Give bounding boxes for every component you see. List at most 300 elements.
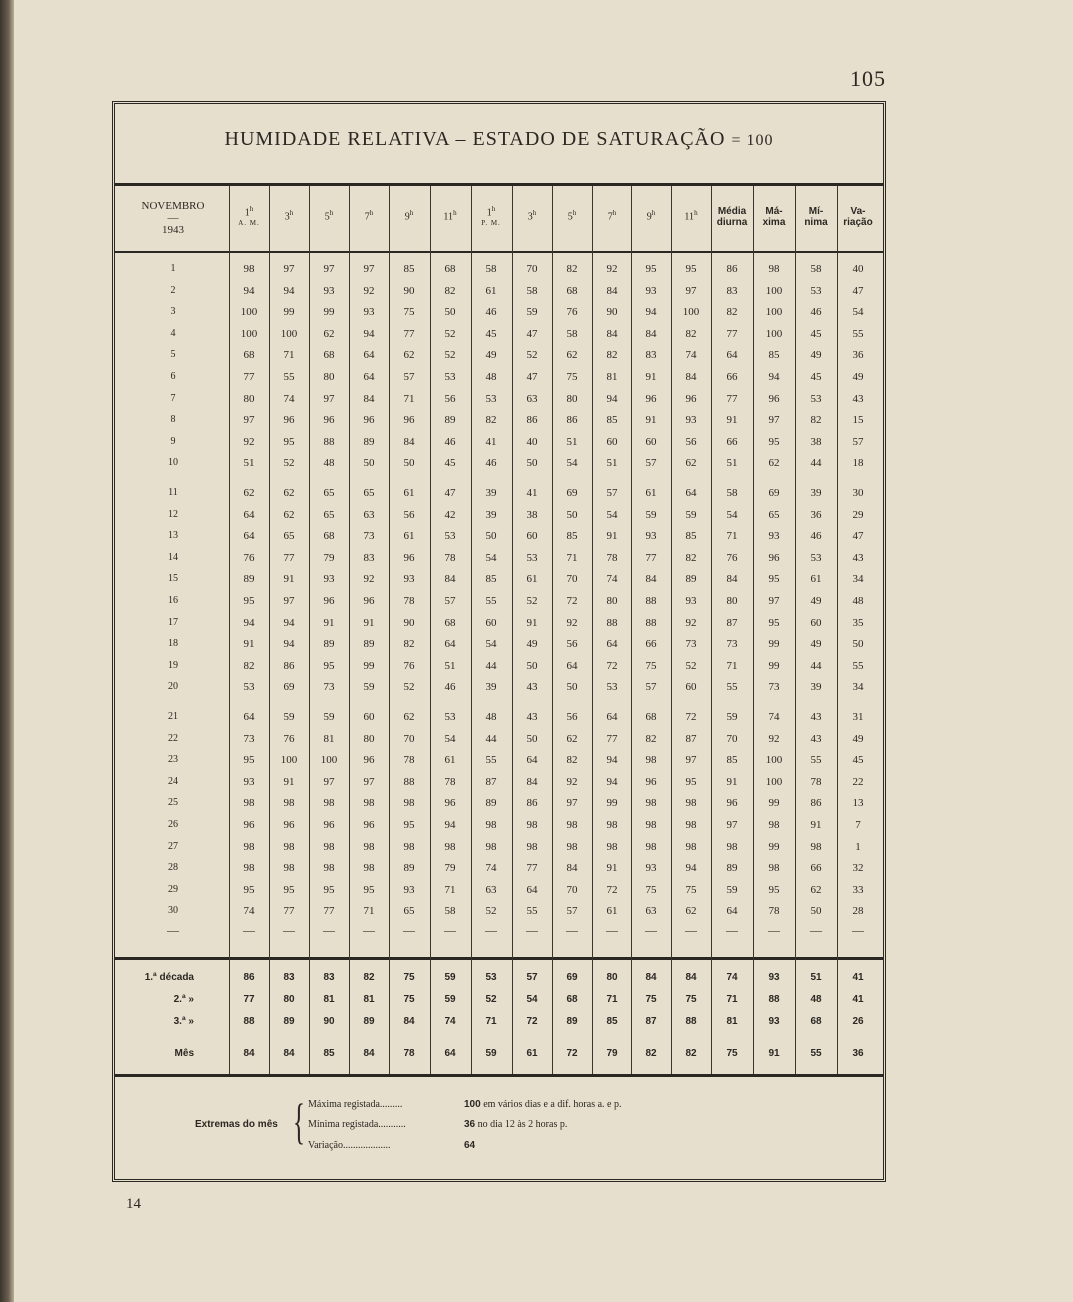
day-label: 4 xyxy=(170,327,176,339)
table-cell: 32 xyxy=(852,862,864,875)
column-header-ampm: A. M. xyxy=(238,219,260,228)
table-cell: 91 xyxy=(363,616,375,629)
table-cell: 97 xyxy=(768,414,780,427)
table-cell: 58 xyxy=(444,905,456,918)
table-cell: 91 xyxy=(726,414,738,427)
table-cell: 95 xyxy=(283,435,295,448)
month-dash: — xyxy=(167,212,179,224)
table-cell: 66 xyxy=(726,371,738,383)
table-cell: 98 xyxy=(645,840,657,853)
table-cell: 85 xyxy=(606,414,618,427)
table-cell: 62 xyxy=(810,883,822,896)
summary-cell: 89 xyxy=(283,1016,295,1027)
table-cell: 96 xyxy=(444,797,456,810)
table-cell: 94 xyxy=(283,284,295,297)
table-cell: 98 xyxy=(645,819,657,831)
table-cell: 29 xyxy=(852,508,864,521)
table-cell: 56 xyxy=(566,711,578,723)
summary-cell: 93 xyxy=(768,972,780,983)
column-divider xyxy=(631,186,632,1074)
table-cell: 84 xyxy=(403,435,415,448)
day-label: 7 xyxy=(170,392,176,404)
summary-cell: 83 xyxy=(283,972,295,983)
table-cell: 53 xyxy=(243,681,255,694)
table-cell: 73 xyxy=(243,732,255,745)
table-cell: 22 xyxy=(852,775,864,788)
table-cell: 65 xyxy=(768,508,780,521)
column-divider xyxy=(795,186,796,1074)
table-cell: 94 xyxy=(606,754,618,767)
table-cell: 38 xyxy=(810,435,822,448)
table-cell: 99 xyxy=(323,306,335,319)
dash-cell: — xyxy=(243,923,255,937)
table-cell: 94 xyxy=(606,392,618,405)
dash-cell: — xyxy=(768,923,780,937)
summary-cell: 41 xyxy=(852,994,864,1005)
table-cell: 98 xyxy=(485,840,497,853)
header-rule xyxy=(115,183,883,186)
column-header xyxy=(471,204,511,229)
table-cell: 94 xyxy=(606,775,618,788)
table-cell: 97 xyxy=(323,263,335,275)
table-cell: 38 xyxy=(526,508,538,521)
table-cell: 96 xyxy=(363,414,375,427)
day-label: 28 xyxy=(168,862,178,874)
summary-cell: 89 xyxy=(363,1016,375,1027)
table-cell: 74 xyxy=(243,905,255,918)
table-cell: 96 xyxy=(283,819,295,831)
extremas-value-text: em vários dias e a dif. horas a. e p. xyxy=(480,1099,622,1110)
table-cell: 85 xyxy=(726,754,738,767)
table-cell: 86 xyxy=(283,659,295,672)
table-cell: 13 xyxy=(852,797,864,810)
table-cell: 96 xyxy=(403,551,415,564)
table-cell: 100 xyxy=(765,775,783,788)
table-cell: 28 xyxy=(852,905,864,918)
table-cell: 57 xyxy=(403,371,415,383)
table-cell: 45 xyxy=(485,327,497,340)
table-cell: 76 xyxy=(243,551,255,564)
table-cell: 64 xyxy=(526,754,538,767)
summary-cell: 51 xyxy=(810,972,822,983)
table-cell: 70 xyxy=(403,732,415,745)
table-cell: 77 xyxy=(243,371,255,383)
summary-cell: 81 xyxy=(726,1016,738,1027)
table-cell: 44 xyxy=(485,732,497,745)
column-divider xyxy=(711,186,712,1074)
column-divider xyxy=(512,186,513,1074)
dash-cell: — xyxy=(606,923,618,937)
table-cell: 53 xyxy=(444,530,456,543)
summary-cell: 75 xyxy=(403,972,415,983)
column-divider xyxy=(229,186,230,1074)
table-cell: 95 xyxy=(768,883,780,896)
table-cell: 72 xyxy=(606,659,618,672)
column-header-hour: 5 xyxy=(567,211,573,223)
table-cell: 60 xyxy=(526,530,538,543)
table-cell: 75 xyxy=(566,371,578,383)
table-cell: 61 xyxy=(403,487,415,499)
table-cell: 84 xyxy=(645,327,657,340)
table-cell: 99 xyxy=(768,659,780,672)
table-cell: 53 xyxy=(810,392,822,405)
column-header-hour: 5 xyxy=(324,211,330,223)
table-cell: 87 xyxy=(685,732,697,745)
table-cell: 93 xyxy=(768,530,780,543)
table-cell: 91 xyxy=(645,371,657,383)
table-cell: 82 xyxy=(726,306,738,319)
table-cell: 68 xyxy=(243,349,255,362)
table-cell: 93 xyxy=(685,414,697,427)
table-cell: 53 xyxy=(606,681,618,694)
table-cell: 74 xyxy=(283,392,295,405)
table-cell: 68 xyxy=(323,349,335,362)
table-cell: 54 xyxy=(726,508,738,521)
table-cell: 93 xyxy=(403,573,415,586)
table-cell: 96 xyxy=(323,819,335,831)
summary-cell: 77 xyxy=(243,994,255,1005)
table-cell: 46 xyxy=(485,306,497,319)
table-cell: 84 xyxy=(444,573,456,586)
table-cell: 97 xyxy=(768,595,780,607)
table-cell: 81 xyxy=(323,732,335,745)
page-number-bottom: 14 xyxy=(126,1196,141,1212)
table-cell: 83 xyxy=(726,284,738,297)
summary-cell: 86 xyxy=(243,972,255,983)
table-cell: 55 xyxy=(283,371,295,383)
column-header xyxy=(552,208,592,222)
table-cell: 91 xyxy=(526,616,538,629)
table-cell: 76 xyxy=(726,551,738,564)
table-cell: 48 xyxy=(485,371,497,383)
table-cell: 98 xyxy=(768,819,780,831)
table-cell: 89 xyxy=(363,435,375,448)
table-cell: 77 xyxy=(645,551,657,564)
table-cell: 59 xyxy=(685,508,697,521)
table-cell: 87 xyxy=(726,616,738,629)
table-cell: 68 xyxy=(645,711,657,723)
table-cell: 36 xyxy=(852,349,864,362)
table-cell: 57 xyxy=(444,595,456,607)
table-cell: 89 xyxy=(726,862,738,875)
day-label: 8 xyxy=(170,414,176,426)
page-number-top: 105 xyxy=(850,66,886,91)
table-cell: 82 xyxy=(685,327,697,340)
column-header xyxy=(671,208,711,222)
summary-cell: 87 xyxy=(645,1016,657,1027)
table-cell: 73 xyxy=(685,638,697,651)
summary-cell: 75 xyxy=(685,994,697,1005)
table-cell: 98 xyxy=(323,862,335,875)
table-cell: 92 xyxy=(243,435,255,448)
summary-cell: 71 xyxy=(485,1016,497,1027)
table-cell: 93 xyxy=(645,284,657,297)
table-cell: 62 xyxy=(566,349,578,362)
dash-cell: — xyxy=(444,923,456,937)
summary-cell: 84 xyxy=(645,972,657,983)
table-cell: 35 xyxy=(852,616,864,629)
table-cell: 65 xyxy=(403,905,415,918)
table-cell: 66 xyxy=(645,638,657,651)
table-cell: 44 xyxy=(810,659,822,672)
table-cell: 97 xyxy=(323,392,335,405)
table-cell: 60 xyxy=(685,681,697,694)
column-header-line: riação xyxy=(843,217,873,228)
day-label: 2 xyxy=(170,284,176,296)
dash-cell: — xyxy=(363,923,375,937)
column-header-sup: h xyxy=(329,209,334,217)
table-cell: 98 xyxy=(283,797,295,810)
table-cell: 98 xyxy=(645,754,657,767)
table-cell: 54 xyxy=(566,457,578,470)
day-label: 3 xyxy=(170,306,176,318)
table-cell: 70 xyxy=(566,883,578,896)
table-cell: 31 xyxy=(852,711,864,723)
table-cell: 80 xyxy=(363,732,375,745)
table-cell: 82 xyxy=(243,659,255,672)
summary-cell: 61 xyxy=(526,1048,538,1059)
table-cell: 54 xyxy=(444,732,456,745)
table-cell: 64 xyxy=(243,508,255,521)
column-header-hour: 9 xyxy=(646,211,652,223)
table-cell: 93 xyxy=(363,306,375,319)
table-cell: 82 xyxy=(444,284,456,297)
table-cell: 94 xyxy=(685,862,697,875)
table-cell: 91 xyxy=(283,775,295,788)
table-cell: 82 xyxy=(403,638,415,651)
table-cell: 98 xyxy=(726,840,738,853)
column-header-sup: h xyxy=(453,209,457,217)
table-cell: 65 xyxy=(323,487,335,499)
column-header-hour: 7 xyxy=(364,211,370,223)
table-cell: 95 xyxy=(403,819,415,831)
table-cell: 58 xyxy=(526,284,538,297)
column-divider xyxy=(389,186,390,1074)
table-cell: 47 xyxy=(852,530,864,543)
table-cell: 85 xyxy=(685,530,697,543)
table-cell: 70 xyxy=(566,573,578,586)
day-label: 10 xyxy=(168,457,178,469)
summary-cell: 82 xyxy=(645,1048,657,1059)
table-cell: 75 xyxy=(685,883,697,896)
table-cell: 62 xyxy=(685,457,697,470)
table-cell: 65 xyxy=(283,530,295,543)
day-label: 9 xyxy=(170,435,176,447)
table-cell: 84 xyxy=(606,327,618,340)
table-cell: 50 xyxy=(526,457,538,470)
table-cell: 98 xyxy=(403,797,415,810)
table-cell: 93 xyxy=(243,775,255,788)
column-header-line: diurna xyxy=(716,217,748,228)
summary-cell: 81 xyxy=(363,994,375,1005)
table-cell: 50 xyxy=(526,732,538,745)
summary-cell: 75 xyxy=(403,994,415,1005)
table-cell: 62 xyxy=(323,327,335,340)
table-cell: 91 xyxy=(606,530,618,543)
table-cell: 84 xyxy=(526,775,538,788)
table-cell: 75 xyxy=(645,659,657,672)
table-cell: 43 xyxy=(526,681,538,694)
table-cell: 62 xyxy=(243,487,255,499)
summary-cell: 71 xyxy=(606,994,618,1005)
table-cell: 92 xyxy=(685,616,697,629)
table-cell: 59 xyxy=(726,883,738,896)
column-header-line: Má- xyxy=(765,206,783,217)
table-cell: 59 xyxy=(726,711,738,723)
table-cell: 96 xyxy=(645,775,657,788)
table-cell: 55 xyxy=(485,595,497,607)
extremas-brace: { xyxy=(293,1093,305,1149)
extremas-line-value xyxy=(464,1119,567,1130)
table-cell: 69 xyxy=(283,681,295,694)
table-cell: 40 xyxy=(526,435,538,448)
column-divider xyxy=(837,186,838,1074)
extremas-line-label: Variação................... xyxy=(308,1140,391,1151)
table-cell: 95 xyxy=(323,659,335,672)
table-cell: 63 xyxy=(645,905,657,918)
table-cell: 62 xyxy=(283,487,295,499)
table-cell: 64 xyxy=(606,711,618,723)
table-cell: 82 xyxy=(810,414,822,427)
summary-cell: 68 xyxy=(566,994,578,1005)
table-cell: 61 xyxy=(810,573,822,586)
table-cell: 97 xyxy=(566,797,578,810)
table-cell: 15 xyxy=(852,414,864,427)
table-cell: 43 xyxy=(852,392,864,405)
table-cell: 96 xyxy=(768,551,780,564)
summary-cell: 82 xyxy=(685,1048,697,1059)
table-cell: 53 xyxy=(810,551,822,564)
table-cell: 58 xyxy=(566,327,578,340)
table-cell: 54 xyxy=(485,551,497,564)
table-cell: 50 xyxy=(403,457,415,470)
column-divider xyxy=(430,186,431,1074)
table-cell: 48 xyxy=(323,457,335,470)
table-cell: 80 xyxy=(606,595,618,607)
table-cell: 49 xyxy=(485,349,497,362)
table-cell: 61 xyxy=(526,573,538,586)
table-cell: 80 xyxy=(243,392,255,405)
table-cell: 78 xyxy=(810,775,822,788)
table-cell: 76 xyxy=(403,659,415,672)
table-cell: 98 xyxy=(283,862,295,875)
summary-cell: 81 xyxy=(323,994,335,1005)
table-cell: 55 xyxy=(852,327,864,340)
table-cell: 76 xyxy=(283,732,295,745)
table-cell: 74 xyxy=(768,711,780,723)
column-header-sup: h xyxy=(651,209,656,217)
column-header xyxy=(795,206,837,228)
summary-cell: 78 xyxy=(403,1048,415,1059)
table-cell: 91 xyxy=(726,775,738,788)
table-cell: 57 xyxy=(645,457,657,470)
table-cell: 78 xyxy=(444,551,456,564)
table-cell: 90 xyxy=(606,306,618,319)
day-label: 16 xyxy=(168,595,178,606)
table-cell: 41 xyxy=(485,435,497,448)
table-cell: 68 xyxy=(444,616,456,629)
table-cell: 95 xyxy=(768,573,780,586)
table-cell: 88 xyxy=(645,616,657,629)
table-cell: 56 xyxy=(685,435,697,448)
summary-cell: 84 xyxy=(685,972,697,983)
table-cell: 63 xyxy=(526,392,538,405)
column-header-hour: 1 xyxy=(244,207,250,219)
table-cell: 88 xyxy=(606,616,618,629)
summary-cell: 88 xyxy=(243,1016,255,1027)
table-cell: 91 xyxy=(243,638,255,651)
summary-cell: 74 xyxy=(726,972,738,983)
table-cell: 60 xyxy=(810,616,822,629)
table-cell: 95 xyxy=(243,754,255,767)
table-cell: 59 xyxy=(526,306,538,319)
table-cell: 98 xyxy=(685,819,697,831)
table-cell: 46 xyxy=(810,530,822,543)
summary-cell: 36 xyxy=(852,1048,864,1059)
table-cell: 50 xyxy=(566,508,578,521)
table-cell: 73 xyxy=(726,638,738,651)
table-cell: 64 xyxy=(726,905,738,918)
summary-cell: 88 xyxy=(768,994,780,1005)
book-binding xyxy=(0,0,14,1302)
summary-cell: 82 xyxy=(363,972,375,983)
table-cell: 78 xyxy=(403,595,415,607)
column-header-sup: h xyxy=(369,209,374,217)
table-cell: 39 xyxy=(485,508,497,521)
table-cell: 64 xyxy=(726,349,738,362)
table-cell: 100 xyxy=(765,284,783,297)
column-header xyxy=(837,206,879,228)
table-cell: 64 xyxy=(444,638,456,651)
column-header xyxy=(711,206,753,228)
table-cell: 54 xyxy=(852,306,864,319)
table-cell: 60 xyxy=(606,435,618,448)
table-cell: 50 xyxy=(363,457,375,470)
summary-cell: 79 xyxy=(606,1048,618,1059)
table-cell: 60 xyxy=(645,435,657,448)
column-header-hour: 1 xyxy=(486,207,492,219)
table-cell: 98 xyxy=(323,797,335,810)
table-cell: 83 xyxy=(645,349,657,362)
table-cell: 51 xyxy=(444,659,456,672)
table-cell: 71 xyxy=(403,392,415,405)
summary-cell: 91 xyxy=(768,1048,780,1059)
table-cell: 98 xyxy=(363,840,375,853)
table-cell: 89 xyxy=(485,797,497,810)
table-cell: 98 xyxy=(283,840,295,853)
table-cell: 95 xyxy=(768,435,780,448)
table-cell: 43 xyxy=(526,711,538,723)
table-cell: 93 xyxy=(645,862,657,875)
table-cell: 89 xyxy=(403,862,415,875)
table-cell: 53 xyxy=(485,392,497,405)
summary-cell: 75 xyxy=(726,1048,738,1059)
table-cell: 100 xyxy=(765,327,783,340)
table-cell: 86 xyxy=(566,414,578,427)
table-cell: 92 xyxy=(566,775,578,788)
column-header xyxy=(592,208,632,222)
table-cell: 98 xyxy=(566,819,578,831)
table-cell: 57 xyxy=(566,905,578,918)
summary-cell: 69 xyxy=(566,972,578,983)
summary-label: 2.ª » xyxy=(173,994,194,1005)
table-cell: 64 xyxy=(566,659,578,672)
summary-cell: 72 xyxy=(566,1048,578,1059)
table-cell: 56 xyxy=(566,638,578,651)
column-divider xyxy=(671,186,672,1074)
table-cell: 85 xyxy=(485,573,497,586)
table-cell: 45 xyxy=(852,754,864,767)
